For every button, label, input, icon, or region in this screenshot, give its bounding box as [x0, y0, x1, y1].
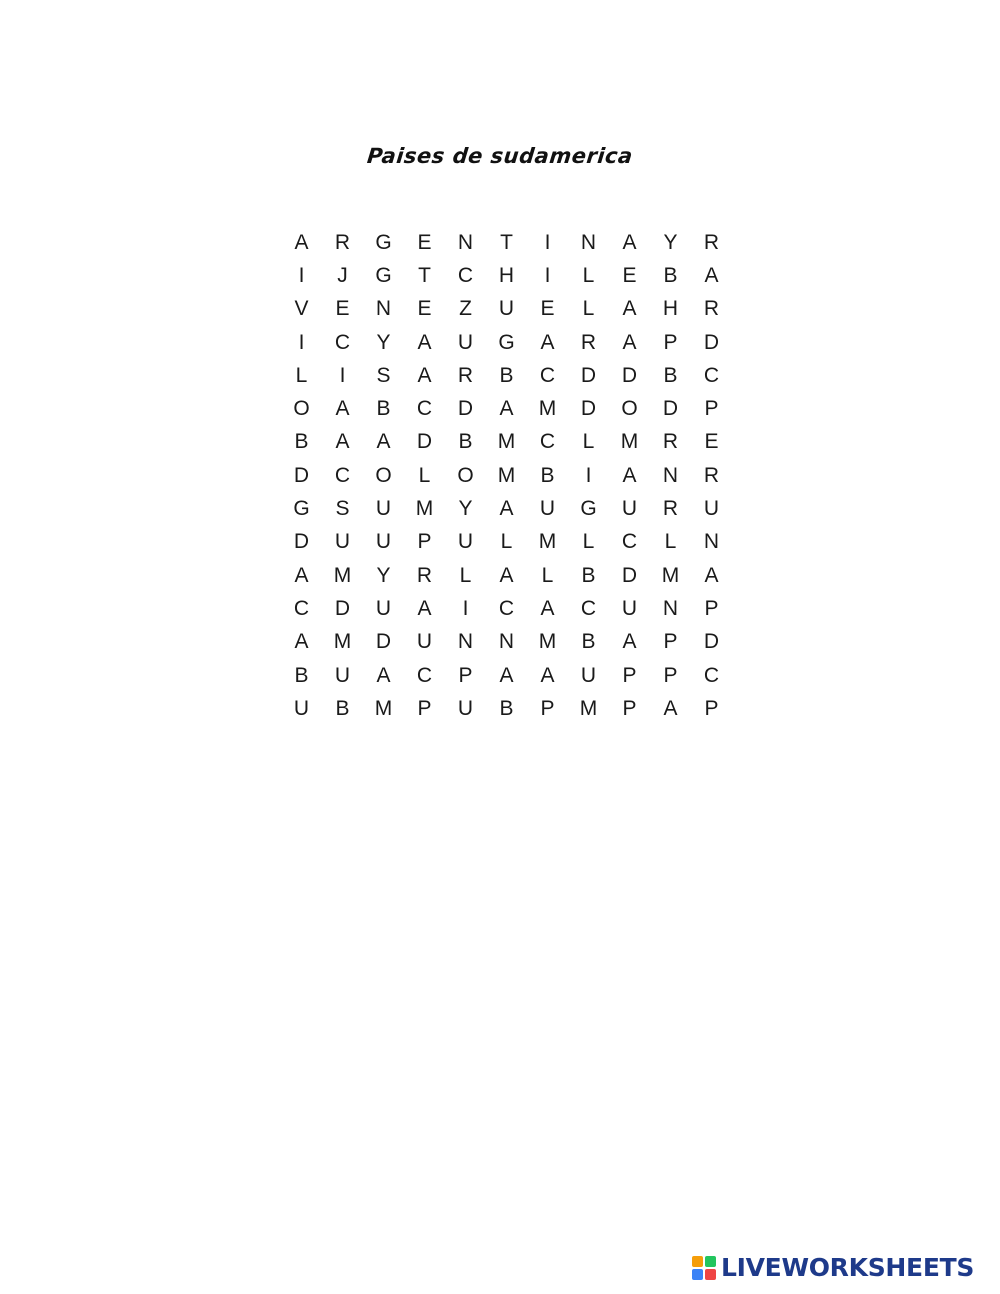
grid-cell[interactable]: U [375, 497, 392, 521]
grid-cell[interactable]: R [703, 463, 720, 487]
grid-cell[interactable]: L [664, 530, 677, 554]
grid-cell[interactable]: B [458, 430, 473, 454]
grid-cell[interactable]: R [662, 430, 679, 454]
grid-cell[interactable]: O [457, 463, 474, 487]
grid-cell[interactable]: S [376, 363, 391, 387]
grid-cell[interactable]: M [333, 563, 352, 587]
grid-cell[interactable]: U [621, 596, 638, 620]
grid-cell[interactable]: O [375, 463, 392, 487]
grid-cell[interactable]: U [293, 696, 310, 720]
grid-cell[interactable]: L [582, 530, 595, 554]
grid-cell[interactable]: L [582, 263, 595, 287]
grid-cell[interactable]: A [499, 563, 514, 587]
grid-cell[interactable]: A [704, 263, 719, 287]
grid-cell[interactable]: A [499, 663, 514, 687]
grid-cell[interactable]: U [703, 497, 720, 521]
grid-cell[interactable]: L [295, 363, 308, 387]
grid-cell[interactable]: A [376, 430, 391, 454]
grid-cell[interactable]: N [703, 530, 720, 554]
grid-cell[interactable]: D [293, 463, 310, 487]
grid-cell[interactable]: P [704, 696, 719, 720]
grid-cell[interactable]: A [622, 230, 637, 254]
grid-cell[interactable]: P [622, 696, 637, 720]
grid-cell[interactable]: U [539, 497, 556, 521]
grid-cell[interactable]: H [662, 297, 679, 321]
grid-cell[interactable]: A [417, 330, 432, 354]
grid-cell[interactable]: U [457, 330, 474, 354]
grid-cell[interactable]: N [498, 630, 515, 654]
grid-cell[interactable]: C [580, 596, 597, 620]
grid-cell[interactable]: U [334, 530, 351, 554]
grid-cell[interactable]: R [703, 230, 720, 254]
grid-cell[interactable]: C [457, 263, 474, 287]
grid-cell[interactable]: O [621, 397, 638, 421]
logo-square [692, 1269, 703, 1280]
grid-cell[interactable]: S [335, 497, 350, 521]
grid-cell[interactable]: U [457, 530, 474, 554]
grid-cell[interactable]: P [663, 663, 678, 687]
grid-cell[interactable]: N [662, 463, 679, 487]
grid-cell[interactable]: L [500, 530, 513, 554]
grid-cell[interactable]: L [541, 563, 554, 587]
grid-cell[interactable]: A [540, 330, 555, 354]
grid-cell[interactable]: Z [459, 297, 472, 321]
grid-cell[interactable]: U [580, 663, 597, 687]
grid-cell[interactable]: A [294, 230, 309, 254]
grid-cell[interactable]: B [294, 663, 309, 687]
grid-cell[interactable]: A [704, 563, 719, 587]
grid-cell[interactable]: P [417, 696, 432, 720]
grid-cell[interactable]: D [580, 397, 597, 421]
grid-cell[interactable]: A [622, 330, 637, 354]
grid-cell[interactable]: U [334, 663, 351, 687]
grid-cell[interactable]: G [580, 497, 597, 521]
logo-text: LIVEWORKSHEETS [721, 1253, 975, 1282]
grid-cell[interactable]: B [581, 630, 596, 654]
grid-cell[interactable]: L [418, 463, 431, 487]
grid-cell[interactable]: I [298, 330, 305, 354]
grid-cell[interactable]: Y [458, 497, 473, 521]
grid-cell[interactable]: A [294, 563, 309, 587]
grid-cell[interactable]: R [703, 297, 720, 321]
grid-cell[interactable]: N [457, 230, 474, 254]
grid-cell[interactable]: M [415, 497, 434, 521]
grid-cell[interactable]: D [293, 530, 310, 554]
grid-cell[interactable]: A [540, 596, 555, 620]
grid-cell[interactable]: B [499, 696, 514, 720]
grid-cell[interactable]: M [538, 530, 557, 554]
liveworksheets-logo [692, 1254, 974, 1282]
grid-cell[interactable]: Y [376, 563, 391, 587]
word-search-grid [281, 226, 732, 725]
grid-cell[interactable]: C [539, 363, 556, 387]
grid-cell[interactable]: B [376, 397, 391, 421]
grid-cell[interactable]: R [457, 363, 474, 387]
grid-cell[interactable]: B [294, 430, 309, 454]
logo-square [692, 1256, 703, 1267]
grid-cell[interactable]: N [457, 630, 474, 654]
grid-cell[interactable]: M [620, 430, 639, 454]
grid-cell[interactable]: D [375, 630, 392, 654]
grid-cell[interactable]: G [498, 330, 515, 354]
grid-cell[interactable]: P [622, 663, 637, 687]
grid-cell[interactable]: U [375, 596, 392, 620]
grid-cell[interactable]: D [416, 430, 433, 454]
grid-cell[interactable]: N [375, 297, 392, 321]
grid-cell[interactable]: M [579, 696, 598, 720]
grid-cell[interactable]: I [544, 230, 551, 254]
grid-cell[interactable]: G [375, 230, 392, 254]
grid-cell[interactable]: H [498, 263, 515, 287]
grid-cell[interactable]: I [339, 363, 346, 387]
grid-cell[interactable]: I [544, 263, 551, 287]
grid-cell[interactable]: G [375, 263, 392, 287]
grid-cell[interactable]: R [334, 230, 351, 254]
logo-square [705, 1256, 716, 1267]
grid-cell[interactable]: C [539, 430, 556, 454]
grid-cell[interactable]: P [417, 530, 432, 554]
grid-cell[interactable]: L [459, 563, 472, 587]
grid-cell[interactable]: B [540, 463, 555, 487]
grid-cell[interactable]: A [294, 630, 309, 654]
grid-cell[interactable]: E [622, 263, 637, 287]
grid-cell[interactable]: D [334, 596, 351, 620]
grid-cell[interactable]: G [293, 497, 310, 521]
grid-cell[interactable]: U [416, 630, 433, 654]
grid-cell[interactable]: C [416, 397, 433, 421]
grid-cell[interactable]: P [458, 663, 473, 687]
grid-cell[interactable]: J [337, 263, 348, 287]
grid-cell[interactable]: D [703, 630, 720, 654]
grid-cell[interactable]: D [662, 397, 679, 421]
grid-cell[interactable]: D [703, 330, 720, 354]
grid-cell[interactable]: C [621, 530, 638, 554]
grid-cell[interactable]: B [663, 263, 678, 287]
grid-cell[interactable]: E [417, 297, 432, 321]
grid-cell[interactable]: U [621, 497, 638, 521]
grid-cell[interactable]: A [622, 630, 637, 654]
grid-cell[interactable]: I [298, 263, 305, 287]
grid-cell[interactable]: T [418, 263, 431, 287]
grid-cell[interactable]: C [703, 663, 720, 687]
grid-cell[interactable]: P [540, 696, 555, 720]
grid-cell[interactable]: A [540, 663, 555, 687]
liveworksheets-logo-icon [692, 1256, 716, 1280]
grid-cell[interactable]: M [497, 463, 516, 487]
grid-cell[interactable]: R [580, 330, 597, 354]
grid-cell[interactable]: B [663, 363, 678, 387]
grid-cell[interactable]: E [704, 430, 719, 454]
grid-cell[interactable]: A [417, 596, 432, 620]
grid-cell[interactable]: P [663, 630, 678, 654]
grid-cell[interactable]: M [497, 430, 516, 454]
page-title: Paises de sudamerica [365, 144, 635, 168]
grid-cell[interactable]: O [293, 397, 310, 421]
grid-cell[interactable]: M [661, 563, 680, 587]
grid-cell[interactable]: M [333, 630, 352, 654]
grid-cell[interactable]: M [374, 696, 393, 720]
grid-cell[interactable]: E [417, 230, 432, 254]
logo-square [705, 1269, 716, 1280]
grid-cell[interactable]: D [457, 397, 474, 421]
grid-cell[interactable]: B [335, 696, 350, 720]
grid-cell[interactable]: U [457, 696, 474, 720]
grid-cell[interactable]: C [334, 463, 351, 487]
grid-cell[interactable]: P [704, 397, 719, 421]
grid-cell[interactable]: Y [663, 230, 678, 254]
grid-cell[interactable]: Y [376, 330, 391, 354]
grid-cell[interactable]: D [621, 563, 638, 587]
grid-cell[interactable]: A [376, 663, 391, 687]
grid-cell[interactable]: C [334, 330, 351, 354]
grid-cell[interactable]: A [499, 397, 514, 421]
grid-cell[interactable]: E [540, 297, 555, 321]
grid-cell[interactable]: D [621, 363, 638, 387]
grid-cell[interactable]: N [662, 596, 679, 620]
grid-cell[interactable]: R [662, 497, 679, 521]
grid-cell[interactable]: U [498, 297, 515, 321]
grid-cell[interactable]: B [499, 363, 514, 387]
grid-cell[interactable]: A [622, 297, 637, 321]
grid-cell[interactable]: T [500, 230, 513, 254]
grid-cell[interactable]: L [582, 430, 595, 454]
grid-cell[interactable]: A [335, 430, 350, 454]
grid-cell[interactable]: C [498, 596, 515, 620]
grid-cell[interactable]: D [580, 363, 597, 387]
grid-cell[interactable]: P [663, 330, 678, 354]
grid-cell[interactable]: A [663, 696, 678, 720]
grid-cell[interactable]: E [335, 297, 350, 321]
grid-cell[interactable]: C [703, 363, 720, 387]
grid-cell[interactable]: R [416, 563, 433, 587]
grid-cell[interactable]: P [704, 596, 719, 620]
grid-cell[interactable]: I [462, 596, 469, 620]
grid-cell[interactable]: A [499, 497, 514, 521]
grid-cell[interactable]: A [622, 463, 637, 487]
grid-cell[interactable]: C [416, 663, 433, 687]
grid-cell[interactable]: U [375, 530, 392, 554]
grid-cell[interactable]: V [294, 297, 309, 321]
grid-cell[interactable]: A [335, 397, 350, 421]
grid-cell[interactable]: L [582, 297, 595, 321]
grid-cell[interactable]: N [580, 230, 597, 254]
grid-cell[interactable]: B [581, 563, 596, 587]
grid-cell[interactable]: M [538, 630, 557, 654]
grid-cell[interactable]: A [417, 363, 432, 387]
grid-cell[interactable]: M [538, 397, 557, 421]
grid-cell[interactable]: I [585, 463, 592, 487]
grid-cell[interactable]: C [293, 596, 310, 620]
